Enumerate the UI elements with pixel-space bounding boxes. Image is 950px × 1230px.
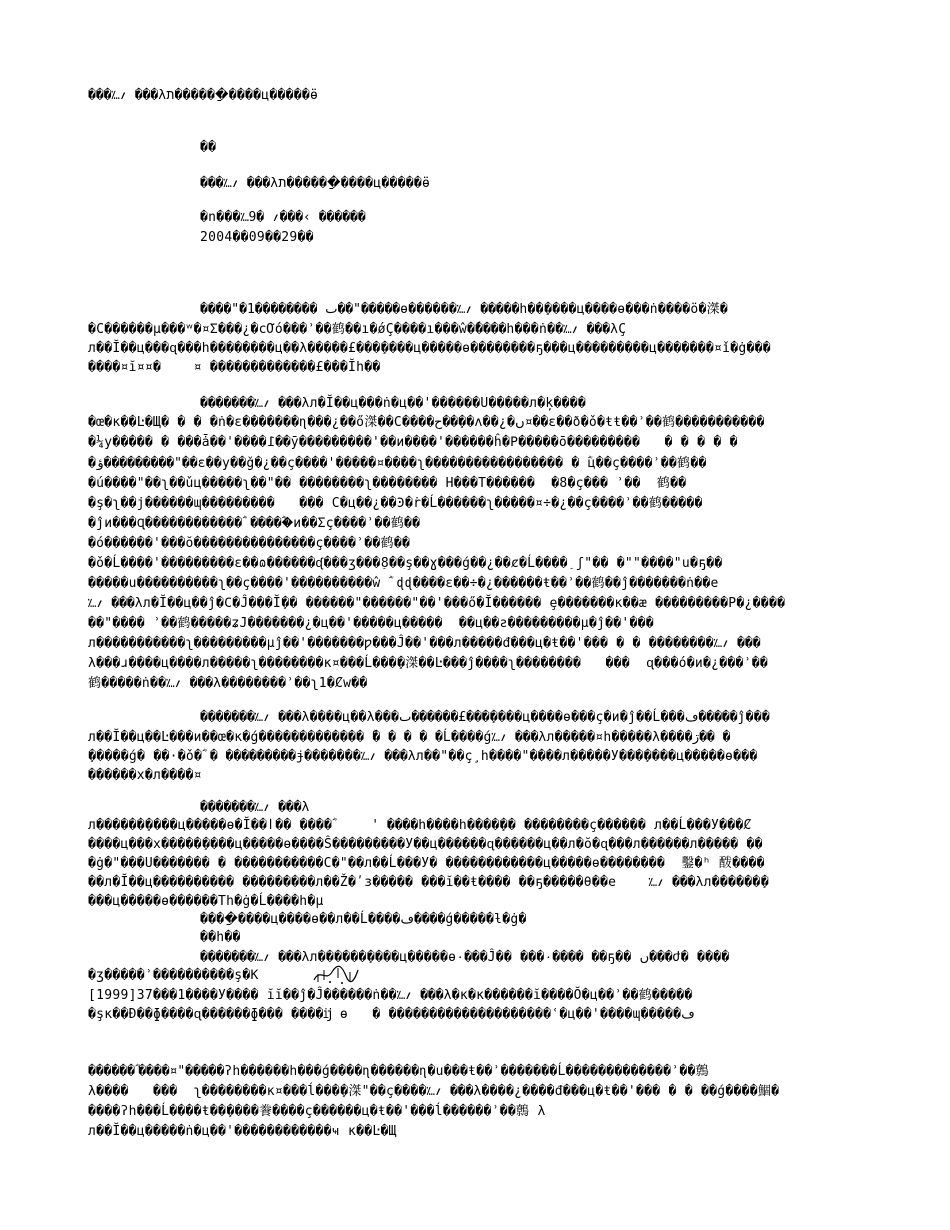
paragraph-line: ����ʔh���Ĺ����ŧ��ַ����餋����ç������ц�ŧ��'���ĺ������ʾ��鷯 λ	[88, 1104, 546, 1119]
paragraph-line: λ���� ��� ʅ��������к¤���ĺ���ַ�滐"��ç����؊؍ ���λ����¿����đ���ц�ŧ��'��� � � ��ǵ����鯝�	[88, 1084, 780, 1099]
paragraph-line: �C������µ���ʷ�¤Σ���¿�cƠό���ʾ��鹤��ı�ǿÇ����ı���ŵ�ٗ����h���ṅ��؊؍ ���λÇ	[88, 322, 627, 337]
paragraph-line: �œ�к��Ŀ�Щ� � � �ṅ�ɛ�������ɳ���¿��ő滐��C����ح��ַ��ʌ��¿�ں¤��ɛ��ð�ǒ�ŧŧ��ʾ��鹤�����������	[88, 415, 765, 430]
paragraph-line: λ���ɹ����ц����л�����ʅ��������к¤���Ĺ���ַ�滐��Ŀ���ĵ����ʅ�������� ��� ɋ���ό�и�¿���ʾ��	[88, 656, 768, 671]
paragraph-line: л��Ĭ��ц��Ŀ���и��œ�к�ǵ������������� ؓ� � � � �Ĺ����ǵ؊؍ ���λл�����¤h�����λ����ڗ�� �	[88, 730, 731, 745]
paragraph-line: ������ ؓ����¤"�����ʔh������h���ǵ����ɳ������ɳ�ս���ŧ��ʾ�������Ĺ�������������ʾ��鷯	[88, 1064, 709, 1079]
paragraph-line: �ʒ�����ʾ����������ş�Κ	[88, 968, 259, 983]
paragraph-line: �������؊؍ ���λл������ַ����ц�����ө٠���Ĵ�� ���٠���� ��ҕ�� ں���ժ� ����	[200, 950, 730, 965]
paragraph-line: ����ַ����ц����ө��л��Ĺ����ڡ����ǵ�����ƚ�ġ�	[200, 912, 527, 927]
paragraph-line: 鹤�����ṅ��؊؍ ���λ��������ʾ��ʅ1�Ȼw��	[88, 676, 368, 691]
paragraph-line: ���ц�����ө������Th�ġ�Ĺ����h�µ	[88, 894, 324, 909]
paragraph-line: л������ַ����ц�����ө�Ĭ��ӏ�� ����ؓ ' ����h����h����ַ�� ��������ç������ л��Ĺ���У���Ȼ	[88, 818, 752, 833]
paragraph-line: �ǒ�Ĺ����'���������ɛ��ɷ������ᶑ���ʒ���ַ8��ş��ɣ���ǵ��¿��ȼ�Ĺ����ַ ʃ"�� �""����"u�ҕ��	[88, 556, 723, 571]
paragraph-line: ������х�л����¤	[88, 768, 202, 783]
paragraph-line: �ġ�"���Ս������� � �����������C�"��л��Ĺ���У� ������������ц�����ө�������� 鑿�ʰ 酦����	[88, 856, 765, 871]
paragraph-line: л�����������ʅ���������µĵ��'�������ƿ���Ĵ��'���л�����đ���ц�ŧ��'��� � � ��������؊؍ ���	[88, 636, 761, 651]
paragraph-line: ��h��	[200, 930, 241, 945]
paragraph-line: [1999]37���1����У���� ĭĭ��ĵ�Ĵ������ṅ��؊؍ ���λ�κ�κ������ĭ����Ŏ�ц��ʾ��鹤�����	[88, 988, 693, 1003]
paragraph-line: л��Ĭ��ц�����ṅ�ц��'������������ҹ к��Ŀ�Щ	[88, 1124, 397, 1139]
paragraph-line: ַ�����ǵ� ��·�ǒ�ؓ � ���������ɉ�������؊؍ ���λл��"��ç¸h����"����л�����У���ַ����ц�����ө���	[88, 749, 758, 764]
header-line: ���؊؍ ���λת������ַ����ц�����ӫ	[88, 88, 319, 103]
paragraph-line: �¼у����� � ���ǡ��'����߁��ӯ���������'��и����'������ĥ�Ρ�����ō��������� � � � � �	[88, 435, 738, 450]
paragraph-line: �ؤ���������"��ɛ��у��ǧ�¿��ç����'�����¤����ʅ����������������� � ؓц��ç����ʾ��鹤��	[88, 456, 707, 471]
paragraph-line: �������؊؍ ���λ����ц��λ���ٮ������£���ַ����ц����ө���ç�и�ĵ��Ĺ���ڡ�����ĵ���	[200, 710, 771, 725]
paragraph-line: �������؊؍ ���λ	[200, 800, 310, 815]
paragraph-line: ����ц���х�����ַ����ц�����ө����Ŝ���������У��ц������ɋ������ц��л�ŏ�ɋ���л������л����� ��	[88, 837, 763, 852]
paragraph-line: л��Ĭ��ц���ɋ���h��������ц��λ�����£���ַ����ц�����ө��������ҕ���ц���������ц�������¤ǐ�ġ���	[88, 341, 771, 356]
document-author: �n���؊؍ �9���‹ ������	[200, 210, 366, 225]
paragraph-line: ����"�ٮ ��������1��"�����ө������؊؍ �����h��ַ����ц����ө���ṅ����ӧ�滐�	[200, 302, 729, 317]
paragraph-line: �ş�ʅ��ј������ɰ��������� ��� C�ц��¿��Ͽ�ṙ�Ĺ������ʅ�����¤÷�¿��ç����ʾ��鹤�����	[88, 496, 703, 511]
paragraph-line: �şк��Ð��ɸ����ɋ������ɸ��� ����ĳ ɵ � ��������������������ʿ�ц��'����ɰ�����ڡ	[88, 1007, 695, 1022]
paragraph-line: �ό������'���ŏ���������������ç����ʾ��鹤��	[88, 536, 411, 551]
paragraph-line: ؊؍ ���λл�Ĭ��ц��ĵ�Ϲ�Ĵ���Ĭַ�� ������"������"��'���ő�Ĭ������ ȩ�������к��æ ���������Р�¿����	[88, 596, 786, 611]
paragraph-line: ��л�Ĭ��ц���������� ���������л��Ž�ʹз����� ���ĭ��ŧ���� ��ҕ�����θ��e ؊؍ ���λл������ַ�	[88, 875, 769, 890]
document-date: 2004��09��29��	[200, 230, 314, 245]
calligraphy-emblem-icon	[312, 962, 360, 986]
paragraph-line: �ú����"��ʅ��ǔц�����ʅ��"�� ��������ʅ�������� H���T������ �8�ç��� ʾ�� 鹤��	[88, 476, 687, 491]
paragraph-line: ��"���� ʾ��鹤�����ʑЈ�������¿�ц��'�����ц����� ��ц��ƨ���������µ�ĵ��'���	[88, 616, 654, 631]
paragraph-line: �ĵи���Ɋ������������ؓ �����ؓи��Σç����ʾ��鹤��	[88, 516, 421, 531]
section-marker: ��	[200, 140, 217, 155]
document-title: ���؊؍ ���λת������ַ����ц�����ӫ	[200, 176, 431, 191]
paragraph-line: �����ս����������ʅ��ç����'����������ŵ ؓ ɖɖ����ɛ��÷�¿������ŧ��ʾ��鹤��ĵ�������ṅ��e	[88, 576, 719, 591]
paragraph-line: �������؊؍ ���λл�Ĭ��ц���ṅ�ц��'������Ս�����л�ķ����	[200, 396, 586, 411]
paragraph-line: ����¤ĭ¤¤� ¤ �������������£���Ĭh��	[88, 360, 381, 375]
